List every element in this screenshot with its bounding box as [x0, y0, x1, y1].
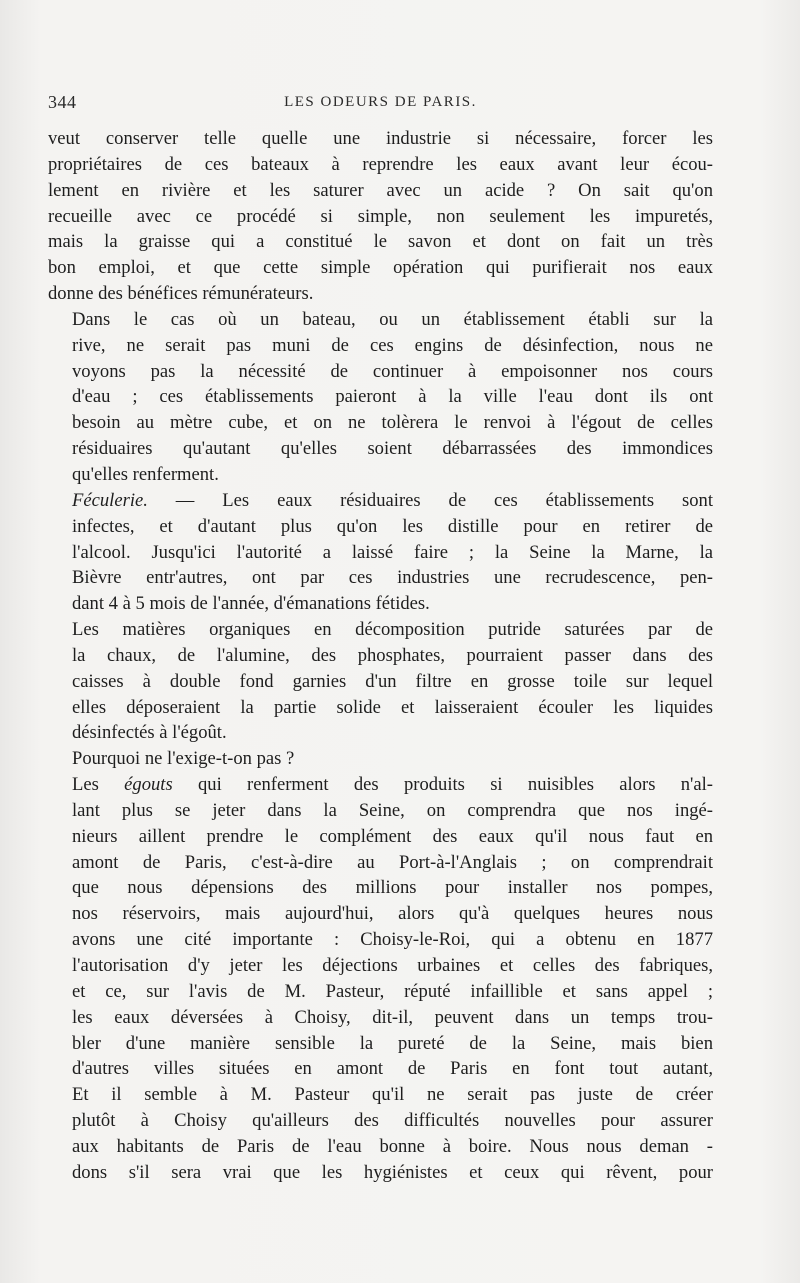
- text-line: infectes, et d'autant plus qu'on les distille pour en retirer de: [72, 515, 713, 537]
- text-line: que nous dépensions des millions pour installer nos pompes,: [72, 877, 713, 899]
- italic-term: Féculerie.: [72, 489, 148, 511]
- text-line: Et il semble à M. Pasteur qu'il ne serait pas juste de créer: [72, 1084, 713, 1106]
- text-line: bon emploi, et que cette simple opération qui purifierait nos eaux: [48, 257, 713, 279]
- paragraph: [48, 307, 713, 488]
- text-line: plutôt à Choisy qu'ailleurs des difficultés nouvelles pour assurer: [72, 1110, 713, 1132]
- body-text: [48, 126, 713, 1186]
- text-line: d'autres villes situées en amont de Paris en font tout autant,: [72, 1058, 713, 1080]
- paragraph: [48, 746, 713, 772]
- text-line: Bièvre entr'autres, ont par ces industries une recrudescence, pen-: [72, 567, 713, 589]
- text-line: nieurs aillent prendre le complément des eaux qu'il nous faut en: [72, 825, 713, 847]
- lead-text: Les: [72, 774, 125, 796]
- text-line: l'alcool. Jusqu'ici l'autorité a laissé faire ; la Seine la Marne, la: [72, 541, 713, 563]
- text-line: les eaux déversées à Choisy, dit-il, peuvent dans un temps trou-: [72, 1006, 713, 1028]
- text-line: dant 4 à 5 mois de l'année, d'émanations fétides.: [72, 593, 430, 615]
- paragraph: [48, 617, 713, 746]
- text-line: bler d'une manière sensible la pureté de la Seine, mais bien: [72, 1032, 713, 1054]
- text-line: [48, 772, 713, 798]
- text-line: recueille avec ce procédé si simple, non seulement les impuretés,: [48, 205, 713, 227]
- text-line: aux habitants de Paris de l'eau bonne à boire. Nous nous deman -: [72, 1135, 713, 1157]
- text-line: dons s'il sera vrai que les hygiénistes et ceux qui rêvent, pour: [72, 1161, 713, 1183]
- line-text: qui renferment des produits si nuisibles alors n'al-: [172, 774, 713, 796]
- page-header: [48, 92, 713, 118]
- text-line: Dans le cas où un bateau, ou un établissement établi sur la: [72, 308, 713, 330]
- text-line: mais la graisse qui a constitué le savon et dont on fait un très: [48, 231, 713, 253]
- text-line: caisses à double fond garnies d'un filtre en grosse toile sur lequel: [72, 670, 713, 692]
- text-line: donne des bénéfices rémunérateurs.: [48, 283, 314, 305]
- running-title: LES ODEURS DE PARIS.: [284, 94, 477, 110]
- text-line: d'eau ; ces établissements paieront à la ville l'eau dont ils ont: [72, 386, 713, 408]
- text-line: [48, 488, 713, 514]
- paragraph: [48, 126, 713, 307]
- text-line: Pourquoi ne l'exige-t-on pas ?: [72, 748, 295, 770]
- text-line: amont de Paris, c'est-à-dire au Port-à-l'Anglais ; on comprendrait: [72, 851, 713, 873]
- text-line: rive, ne serait pas muni de ces engins de désinfection, nous ne: [72, 334, 713, 356]
- text-line: voyons pas la nécessité de continuer à empoisonner nos cours: [72, 360, 713, 382]
- text-line: lant plus se jeter dans la Seine, on comprendra que nos ingé-: [72, 799, 713, 821]
- line-text: — Les eaux résiduaires de ces établissements sont: [147, 489, 713, 511]
- text-line: qu'elles renferment.: [72, 463, 219, 485]
- text-line: avons une cité importante : Choisy-le-Roi, qui a obtenu en 1877: [72, 929, 713, 951]
- text-line: Les matières organiques en décomposition putride saturées par de: [72, 619, 713, 641]
- text-line: veut conserver telle quelle une industrie si nécessaire, forcer les: [48, 128, 713, 149]
- paragraph: [48, 772, 713, 1186]
- paragraph: [48, 488, 713, 617]
- text-line: et ce, sur l'avis de M. Pasteur, réputé infaillible et sans appel ;: [72, 980, 713, 1002]
- text-line: résiduaires qu'autant qu'elles soient débarrassées des immondices: [72, 438, 713, 460]
- text-line: nos réservoirs, mais aujourd'hui, alors qu'à quelques heures nous: [72, 903, 713, 925]
- text-line: elles déposeraient la partie solide et laisseraient écouler les liquides: [72, 696, 713, 718]
- text-line: l'autorisation d'y jeter les déjections urbaines et celles des fabriques,: [72, 955, 713, 976]
- page-number: 344: [48, 92, 77, 112]
- text-line: lement en rivière et les saturer avec un acide ? On sait qu'on: [48, 179, 713, 201]
- italic-term: égouts: [124, 774, 173, 796]
- text-line: désinfectés à l'égoût.: [72, 722, 227, 744]
- text-line: la chaux, de l'alumine, des phosphates, pourraient passer dans des: [72, 644, 713, 666]
- text-line: besoin au mètre cube, et on ne tolèrera le renvoi à l'égout de celles: [72, 412, 713, 434]
- text-line: propriétaires de ces bateaux à reprendre les eaux avant leur écou-: [48, 153, 713, 175]
